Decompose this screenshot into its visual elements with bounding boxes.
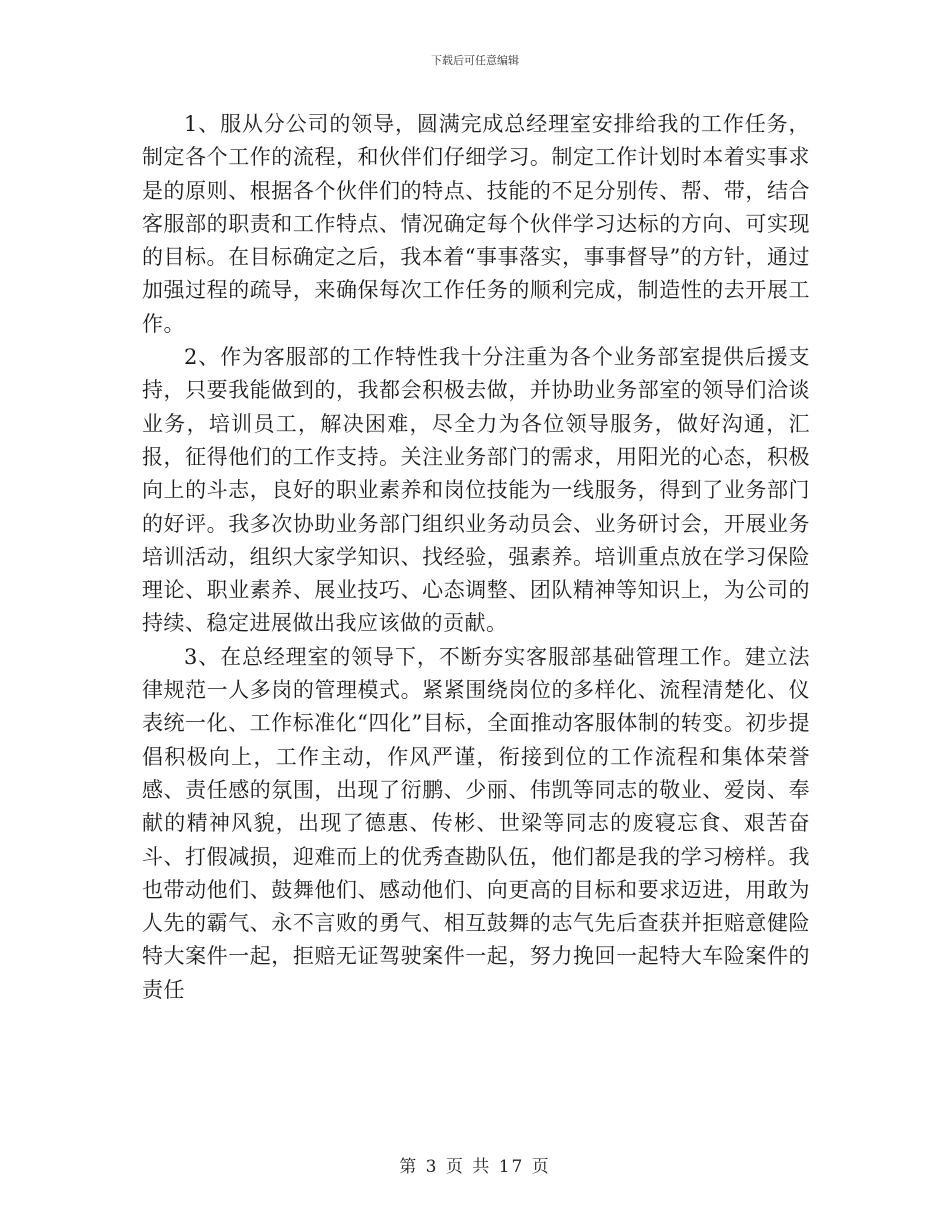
paragraph-2: 2、作为客服部的工作特性我十分注重为各个业务部室提供后援支持，只要我能做到的，我都会积极去做，并协助业务部室的领导们洽谈业务，培训员工，解决困难，尽全力为各位领导服务，做好沟通，汇报，征得他们的工作支持。关注业务部门的需求，用阳光的心态，积极向上的斗志，良好的职业素养和岗位技能为一线服务，得到了业务部门的好评。我多次协助业务部门组织业务动员会、业务研讨会，开展业务培训活动，组织大家学知识、找经验，强素养。培训重点放在学习保险理论、职业素养、展业技巧、心态调整、团队精神等知识上，为公司的持续、稳定进展做出我应该做的贡献。 <box>142 345 810 636</box>
page-header: 下载后可任意编辑 <box>431 54 519 67</box>
document-body <box>142 108 810 1007</box>
paragraph-3: 3、在总经理室的领导下，不断夯实客服部基础管理工作。建立法律规范一人多岗的管理模式。紧紧围绕岗位的多样化、流程清楚化、仪表统一化、工作标准化“四化”目标，全面推动客服体制的转变。初步提倡积极向上，工作主动，作风严谨，衔接到位的工作流程和集体荣誉感、责任感的氛围，出现了衍鹏、少丽、伟凯等同志的敬业、爱岗、奉献的精神风貌，出现了德惠、传彬、世梁等同志的废寝忘食、艰苦奋斗、打假减损，迎难而上的优秀查勘队伍，他们都是我的学习榜样。我也带动他们、鼓舞他们、感动他们、向更高的目标和要求迈进，用敢为人先的霸气、永不言败的勇气、相互鼓舞的志气先后查获并拒赔意健险特大案件一起，拒赔无证驾驶案件一起，努力挽回一起特大车险案件的责任 <box>142 644 810 1002</box>
page-number-footer: 第 3 页 共 17 页 <box>399 1157 551 1177</box>
paragraph-1: 1、服从分公司的领导，圆满完成总经理室安排给我的工作任务，制定各个工作的流程，和伙伴们仔细学习。制定工作计划时本着实事求是的原则、根据各个伙伴们的特点、技能的不足分别传、帮、带，结合客服部的职责和工作特点、情况确定每个伙伴学习达标的方向、可实现的目标。在目标确定之后，我本着“事事落实，事事督导”的方针，通过加强过程的疏导，来确保每次工作任务的顺利完成，制造性的去开展工作。 <box>142 112 810 336</box>
